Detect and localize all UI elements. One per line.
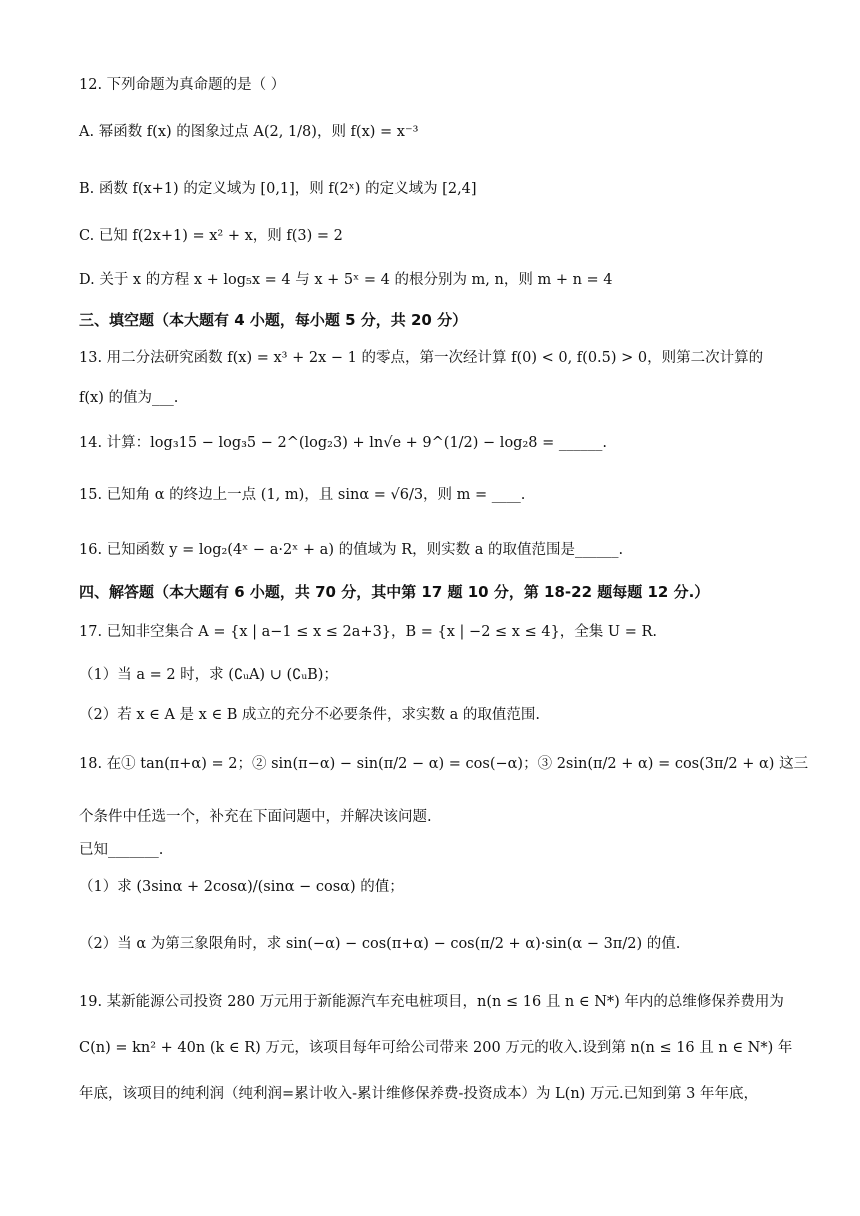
section3: 三、填空题（本大题有 4 小题，每小题 5 分，共 20 分） xyxy=(79,311,468,329)
section4: 四、解答题（本大题有 6 小题，共 70 分，其中第 17 题 10 分，第 18-22 题每题 12 分.） xyxy=(79,583,710,601)
q16: 16. 已知函数 y = log₂(4ˣ − a·2ˣ + a) 的值域为 R，则实数 a 的取值范围是______. xyxy=(79,542,624,558)
q18-l2: 个条件中任选一个，补充在下面问题中，并解决该问题. xyxy=(79,809,432,825)
q17: 17. 已知非空集合 A = {x | a−1 ≤ x ≤ 2a+3}，B = {x | −2 ≤ x ≤ 4}，全集 U = R. xyxy=(79,624,658,640)
q12-stem: 12. 下列命题为真命题的是（ ） xyxy=(79,77,286,93)
q15: 15. 已知角 α 的终边上一点 (1, m)，且 sinα = √6/3，则 m = ____. xyxy=(79,487,526,503)
q17-1: （1）当 a = 2 时，求 (∁ᵤA) ∪ (∁ᵤB)； xyxy=(79,667,338,683)
q12-c: C. 已知 f(2x+1) = x² + x，则 f(3) = 2 xyxy=(79,228,343,244)
q19-l1: 19. 某新能源公司投资 280 万元用于新能源汽车充电桩项目，n(n ≤ 16 且 n ∈ N*) 年内的总维修保养费用为 xyxy=(79,994,784,1010)
q12-b: B. 函数 f(x+1) 的定义域为 [0,1]，则 f(2ˣ) 的定义域为 [2,4] xyxy=(79,181,477,197)
q18-1: （1）求 (3sinα + 2cosα)/(sinα − cosα) 的值； xyxy=(79,879,404,895)
q14: 14. 计算：log₃15 − log₃5 − 2^(log₂3) + ln√e + 9^(1/2) − log₂8 = ______. xyxy=(79,435,607,451)
q19-l3: 年底，该项目的纯利润（纯利润=累计收入-累计维修保养费-投资成本）为 L(n) 万元.已知到第 3 年年底， xyxy=(79,1086,758,1102)
q18-l1: 18. 在① tan(π+α) = 2；② sin(π−α) − sin(π/2 − α) = cos(−α)；③ 2sin(π/2 + α) = cos(3π/2 + α) 这三 xyxy=(79,756,809,772)
q18-l3: 已知_______. xyxy=(79,842,164,858)
q12-d: D. 关于 x 的方程 x + log₅x = 4 与 x + 5ˣ = 4 的根分别为 m, n，则 m + n = 4 xyxy=(79,272,613,288)
q13-l1: 13. 用二分法研究函数 f(x) = x³ + 2x − 1 的零点，第一次经计算 f(0) < 0, f(0.5) > 0，则第二次计算的 xyxy=(79,350,764,366)
q18-2: （2）当 α 为第三象限角时，求 sin(−α) − cos(π+α) − cos(π/2 + α)·sin(α − 3π/2) 的值. xyxy=(79,936,681,952)
q17-2: （2）若 x ∈ A 是 x ∈ B 成立的充分不必要条件，求实数 a 的取值范围. xyxy=(79,707,541,723)
q12-a: A. 幂函数 f(x) 的图象过点 A(2, 1/8)，则 f(x) = x⁻³ xyxy=(79,124,419,140)
q13-l2: f(x) 的值为___. xyxy=(79,390,179,406)
q19-l2: C(n) = kn² + 40n (k ∈ R) 万元，该项目每年可给公司带来 200 万元的收入.设到第 n(n ≤ 16 且 n ∈ N*) 年 xyxy=(79,1040,793,1056)
